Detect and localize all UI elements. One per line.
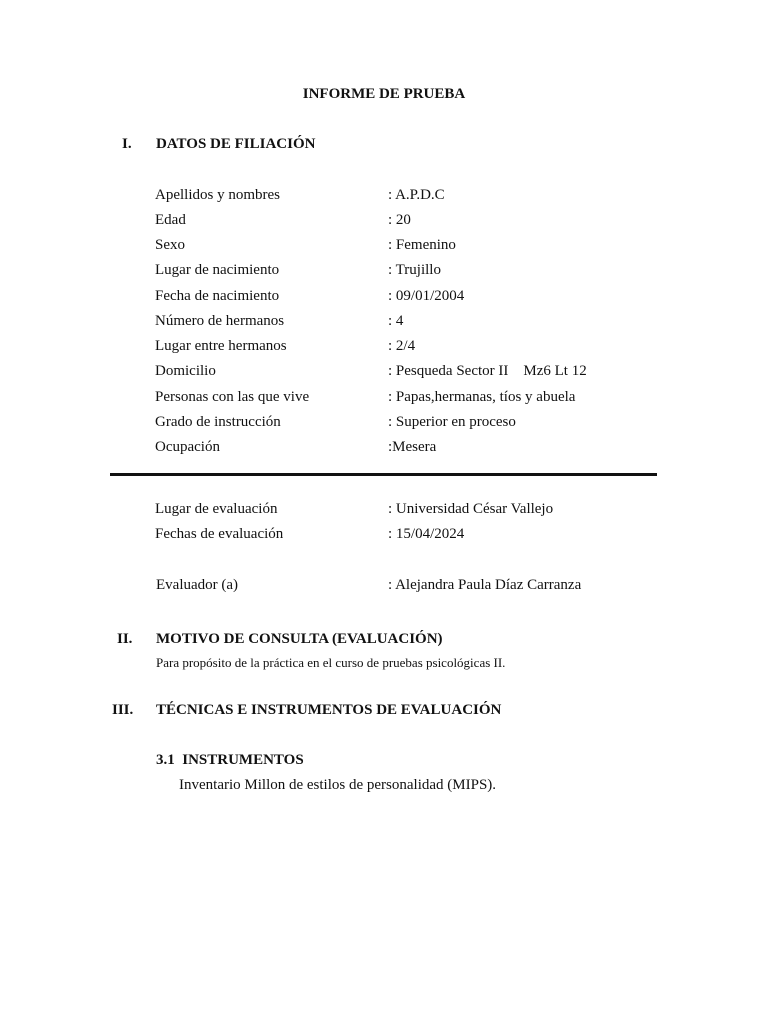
field-value-evaluator: : Alejandra Paula Díaz Carranza bbox=[388, 577, 582, 593]
field-value-eval-place: : Universidad César Vallejo bbox=[388, 501, 554, 517]
field-value-address: : Pesqueda Sector II Mz6 Lt 12 bbox=[388, 363, 587, 379]
field-label-occupation: Ocupación bbox=[155, 439, 220, 455]
field-value-birthplace: : Trujillo bbox=[388, 262, 441, 278]
field-value-birthdate: : 09/01/2004 bbox=[388, 288, 465, 304]
field-label-birthdate: Fecha de nacimiento bbox=[155, 288, 280, 304]
field-value-eval-date: : 15/04/2024 bbox=[388, 526, 465, 542]
document-title: INFORME DE PRUEBA bbox=[302, 86, 466, 102]
field-value-age: : 20 bbox=[388, 212, 411, 228]
section-2-text: Para propósito de la práctica en el curso de pruebas psicológicas II. bbox=[156, 655, 506, 670]
field-label-lives-with: Personas con las que vive bbox=[155, 389, 310, 405]
field-value-sex: : Femenino bbox=[388, 237, 456, 253]
field-value-siblings-count: : 4 bbox=[388, 313, 404, 329]
field-label-birthplace: Lugar de nacimiento bbox=[155, 262, 280, 278]
field-label-siblings-count: Número de hermanos bbox=[155, 313, 285, 329]
field-label-age: Edad bbox=[155, 212, 186, 228]
section-3-number: III. bbox=[112, 702, 134, 718]
field-value-occupation: :Mesera bbox=[388, 439, 437, 455]
field-label-address: Domicilio bbox=[155, 363, 216, 379]
field-label-sex: Sexo bbox=[155, 237, 185, 253]
field-value-sibling-position: : 2/4 bbox=[388, 338, 416, 354]
section-1-title: DATOS DE FILIACIÓN bbox=[156, 136, 316, 152]
field-value-education: : Superior en proceso bbox=[388, 414, 516, 430]
horizontal-divider bbox=[110, 473, 657, 476]
field-label-names: Apellidos y nombres bbox=[155, 187, 280, 203]
section-1-number: I. bbox=[122, 136, 132, 152]
field-label-evaluator: Evaluador (a) bbox=[156, 577, 239, 593]
section-3-title: TÉCNICAS E INSTRUMENTOS DE EVALUACIÓN bbox=[156, 702, 502, 718]
field-label-sibling-position: Lugar entre hermanos bbox=[155, 338, 287, 354]
field-value-names: : A.P.D.C bbox=[388, 187, 445, 203]
section-2-number: II. bbox=[117, 631, 133, 647]
subsection-3-1-text: Inventario Millon de estilos de personalidad (MIPS). bbox=[179, 777, 497, 793]
field-value-lives-with: : Papas,hermanas, tíos y abuela bbox=[388, 389, 576, 405]
section-2-title: MOTIVO DE CONSULTA (EVALUACIÓN) bbox=[156, 631, 443, 647]
field-label-eval-place: Lugar de evaluación bbox=[155, 501, 278, 517]
subsection-3-1-title: 3.1 INSTRUMENTOS bbox=[156, 752, 304, 768]
field-label-education: Grado de instrucción bbox=[155, 414, 281, 430]
field-label-eval-date: Fechas de evaluación bbox=[155, 526, 284, 542]
